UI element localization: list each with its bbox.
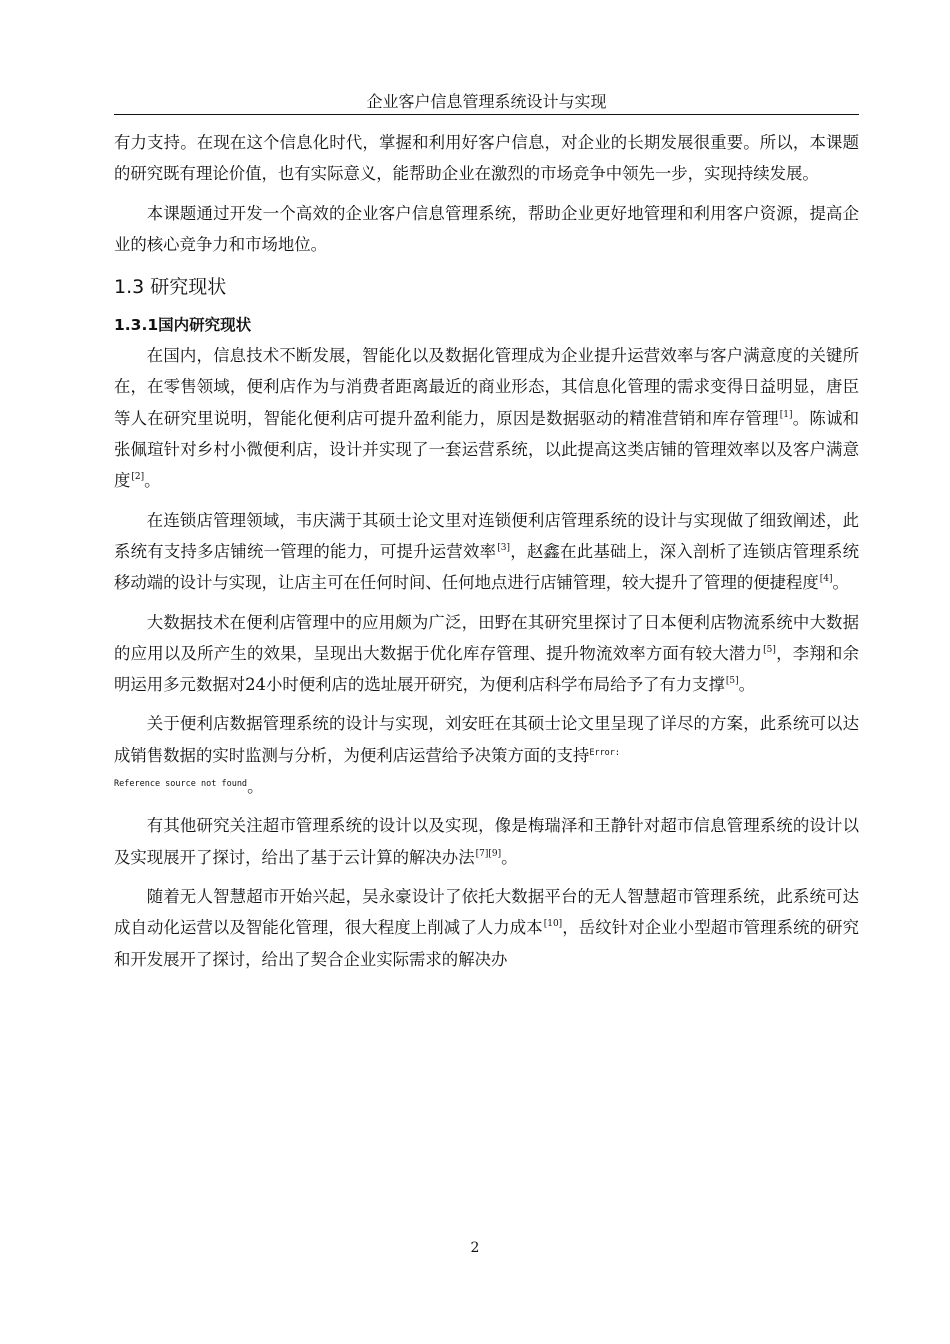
paragraph-text: 在国内，信息技术不断发展，智能化以及数据化管理成为企业提升运营效率与客户满意度的关键所在，在零售领域，便利店作为与消费者距离最近的商业形态，其信息化管理的需求变得日益明显，唐臣等人在研究里说明，智能化便利店可提升盈利能力，原因是数据驱动的精准营销和库存管理 — [114, 346, 859, 428]
paragraph-unmanned-supermarket — [114, 881, 859, 975]
citation-ref: [5] — [763, 644, 776, 655]
citation-ref: [10] — [543, 919, 563, 930]
running-header: 企业客户信息管理系统设计与实现 — [366, 92, 607, 111]
citation-ref: [4] — [819, 574, 833, 585]
header-divider — [114, 114, 859, 115]
paragraph-project-goal: 本课题通过开发一个高效的企业客户信息管理系统，帮助企业更好地管理和利用客户资源，提高企业的核心竞争力和市场地位。 — [114, 203, 859, 254]
paragraph-text: ，赵鑫在此基础上，深入剖析了连锁店管理系统移动端的设计与实现，让店主可在任何时间、任何地点进行店铺管理，较大提升了管理的便捷程度 — [114, 541, 860, 593]
citation-ref: [3] — [497, 542, 510, 553]
page-number: 2 — [470, 1240, 480, 1256]
section-heading: 1.3 研究现状 — [114, 276, 227, 299]
citation-ref: [5] — [725, 676, 739, 687]
paragraph-big-data — [114, 607, 859, 701]
paragraph-continued: 有力支持。在现在这个信息化时代，掌握和利用好客户信息，对企业的长期发展很重要。所以，本课题的研究既有理论价值，也有实际意义，能帮助企业在激烈的市场竞争中领先一步，实现持续发展。 — [114, 133, 859, 184]
citation-ref: [2] — [131, 472, 145, 483]
citation-error-part1: Error: — [589, 747, 621, 758]
citation-ref: [1] — [779, 409, 793, 420]
paragraph-text: 。 — [738, 675, 756, 695]
paragraph-text: ，李翔和余明运用多元数据对24小时便利店的选址展开研究，为便利店科学布局给予了有力支撑 — [114, 643, 860, 695]
paragraph-text: 有其他研究关注超市管理系统的设计以及实现，像是梅瑞泽和王静针对超市信息管理系统的设计以及实现展开了探讨，给出了基于云计算的解决办法 — [114, 816, 859, 867]
subsection-heading: 1.3.1国内研究现状 — [114, 316, 252, 335]
paragraph-text: 随着无人智慧超市开始兴起，吴永豪设计了依托大数据平台的无人智慧超市管理系统，此系统可达成自动化运营以及智能化管理，很大程度上削减了人力成本 — [114, 886, 859, 938]
paragraph-chain-store — [114, 505, 859, 599]
paragraph-supermarket — [114, 810, 859, 873]
paragraph-text: 。 — [144, 471, 161, 491]
paragraph-text: 关于便利店数据管理系统的设计与实现，刘安旺在其硕士论文里呈现了详尽的方案，此系统可以达成销售数据的实时监测与分析，为便利店运营给予决策方面的支持 — [114, 714, 859, 765]
paragraph-text: 。 — [247, 777, 264, 797]
citation-ref: [7][9] — [475, 848, 502, 859]
paragraph-text: 。 — [832, 573, 849, 593]
paragraph-text: 。 — [501, 847, 518, 867]
paragraph-text: 。陈诚和张佩瑄针对乡村小微便利店，设计并实现了一套运营系统，以此提高这类店铺的管理效率以及客户满意度 — [114, 408, 860, 491]
citation-error-part2: Reference source not found — [114, 779, 248, 790]
paragraph-data-management — [114, 708, 859, 802]
paragraph-text: ，岳纹针对企业小型超市管理系统的研究和开发展开了探讨，给出了契合企业实际需求的解决办 — [114, 918, 860, 969]
paragraph-text: 在连锁店管理领域，韦庆满于其硕士论文里对连锁便利店管理系统的设计与实现做了细致阐述，此系统有支持多店铺统一管理的能力，可提升运营效率 — [114, 510, 859, 561]
paragraph-domestic-retail — [114, 340, 859, 496]
paragraph-text: 大数据技术在便利店管理中的应用颇为广泛，田野在其研究里探讨了日本便利店物流系统中大数据的应用以及所产生的效果，呈现出大数据于优化库存管理、提升物流效率方面有较大潜力 — [114, 612, 859, 663]
page-content — [114, 127, 859, 983]
